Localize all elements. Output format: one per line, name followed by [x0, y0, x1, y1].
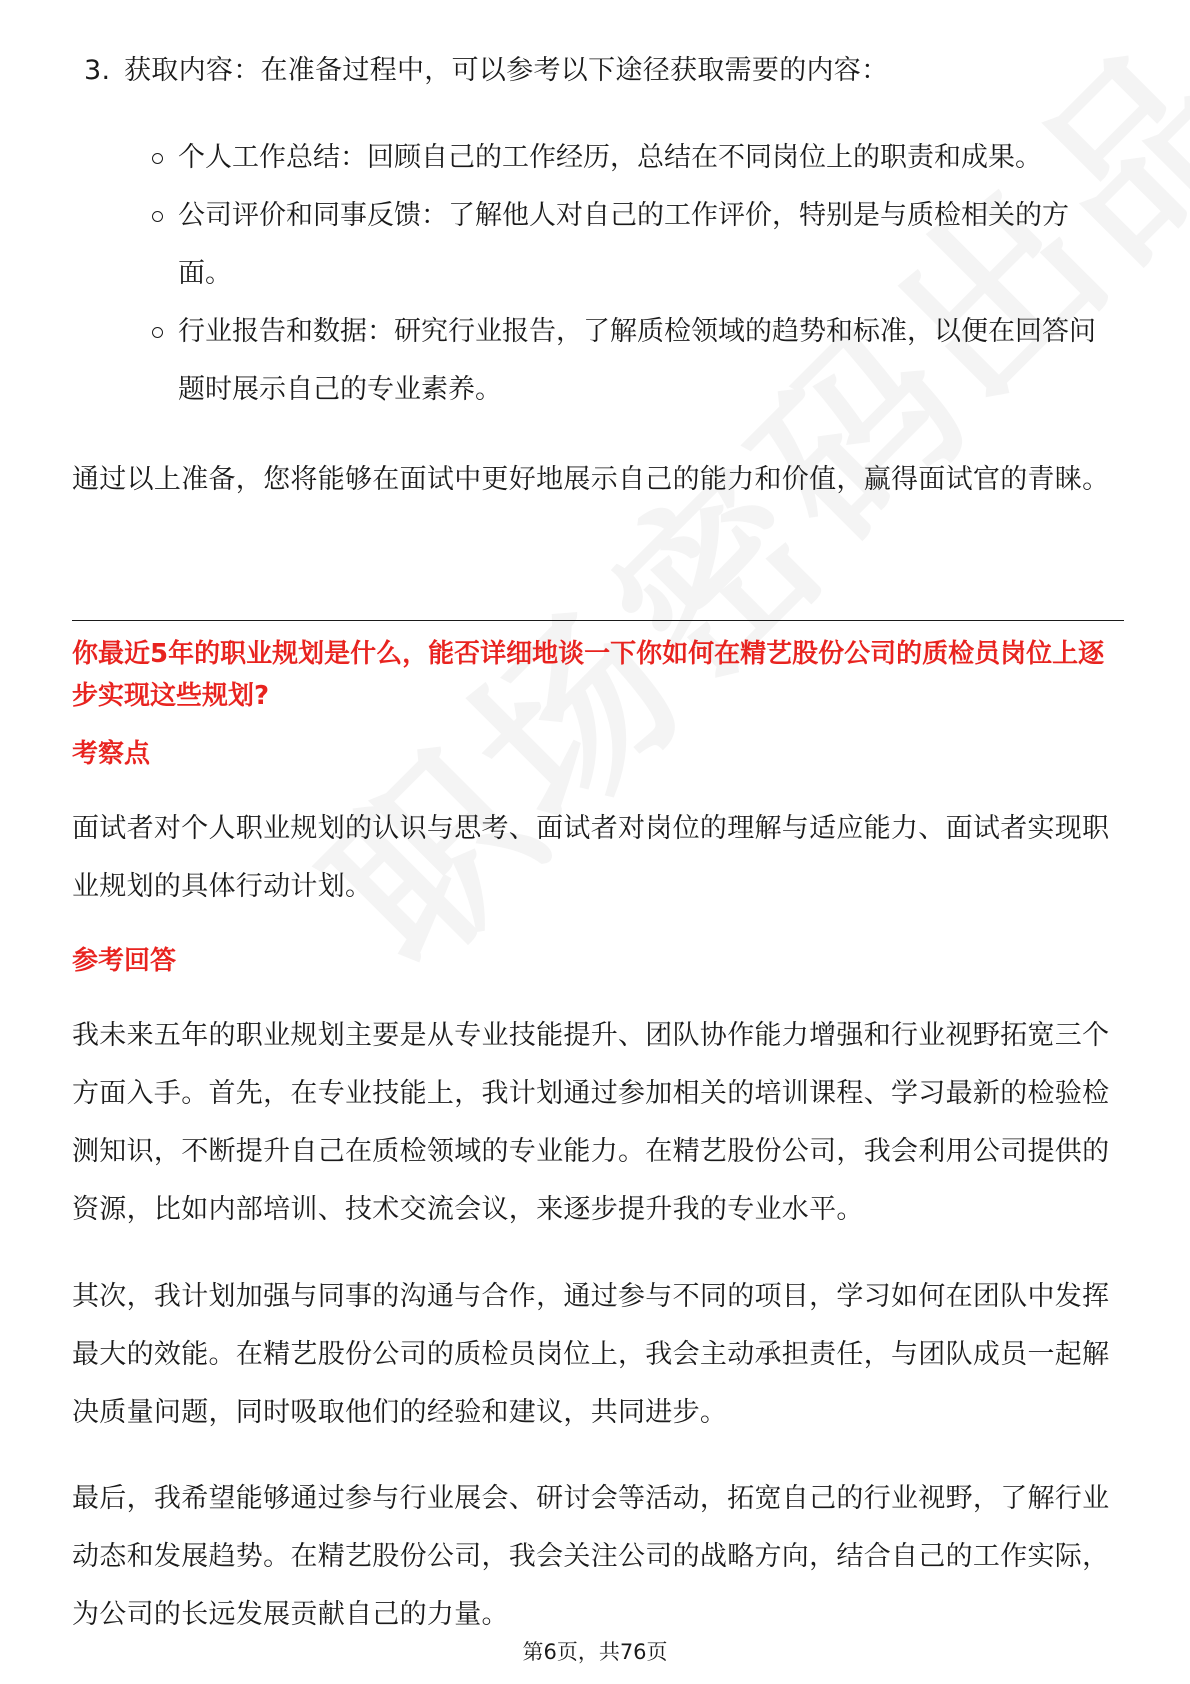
list-item-text: 个人工作总结：回顾自己的工作经历，总结在不同岗位上的职责和成果。 [178, 142, 1042, 173]
hollow-bullet-icon [152, 327, 163, 338]
item-text: 获取内容：在准备过程中，可以参考以下途径获取需要的内容： [124, 55, 889, 86]
answer-paragraph: 我未来五年的职业规划主要是从专业技能提升、团队协作能力增强和行业视野拓宽三个方面入手。首先，在专业技能上，我计划通过参加相关的培训课程、学习最新的检验检测知识，不断提升自己在质检领域的专业能力。在精艺股份公司，我会利用公司提供的资源，比如内部培训、技术交流会议，来逐步提升我的专业水平。 [72, 1020, 1110, 1225]
list-item [150, 129, 1110, 187]
reference-answer-heading: 参考回答 [72, 946, 177, 976]
interview-question: 你最近5年的职业规划是什么，能否详细地谈一下你如何在精艺股份公司的质检员岗位上逐步实现这些规划? [72, 639, 1105, 711]
examination-points-text: 面试者对个人职业规划的认识与思考、面试者对岗位的理解与适应能力、面试者实现职业规划的具体行动计划。 [72, 813, 1110, 902]
answer-paragraph: 最后，我希望能够通过参与行业展会、研讨会等活动，拓宽自己的行业视野，了解行业动态和发展趋势。在精艺股份公司，我会关注公司的战略方向，结合自己的工作实际，为公司的长远发展贡献自己的力量。 [72, 1483, 1110, 1630]
list-item [150, 187, 1110, 303]
list-item-text: 行业报告和数据：研究行业报告，了解质检领域的趋势和标准，以便在回答问题时展示自己的专业素养。 [178, 316, 1096, 405]
list-item [150, 303, 1110, 419]
hollow-bullet-icon [152, 211, 163, 222]
source-list [150, 129, 1110, 419]
page-number: 第6页，共76页 [522, 1640, 668, 1664]
numbered-item [84, 42, 1124, 100]
answer-paragraph: 其次，我计划加强与同事的沟通与合作，通过参与不同的项目，学习如何在团队中发挥最大的效能。在精艺股份公司的质检员岗位上，我会主动承担责任，与团队成员一起解决质量问题，同时吸取他们的经验和建议，共同进步。 [72, 1281, 1110, 1428]
closing-paragraph: 通过以上准备，您将能够在面试中更好地展示自己的能力和价值，赢得面试官的青睐。 [72, 464, 1110, 495]
section-divider [72, 620, 1124, 621]
item-number: 3. [84, 55, 111, 86]
hollow-bullet-icon [152, 153, 163, 164]
list-item-text: 公司评价和同事反馈：了解他人对自己的工作评价，特别是与质检相关的方面。 [178, 200, 1069, 289]
examination-points-heading: 考察点 [72, 739, 151, 769]
